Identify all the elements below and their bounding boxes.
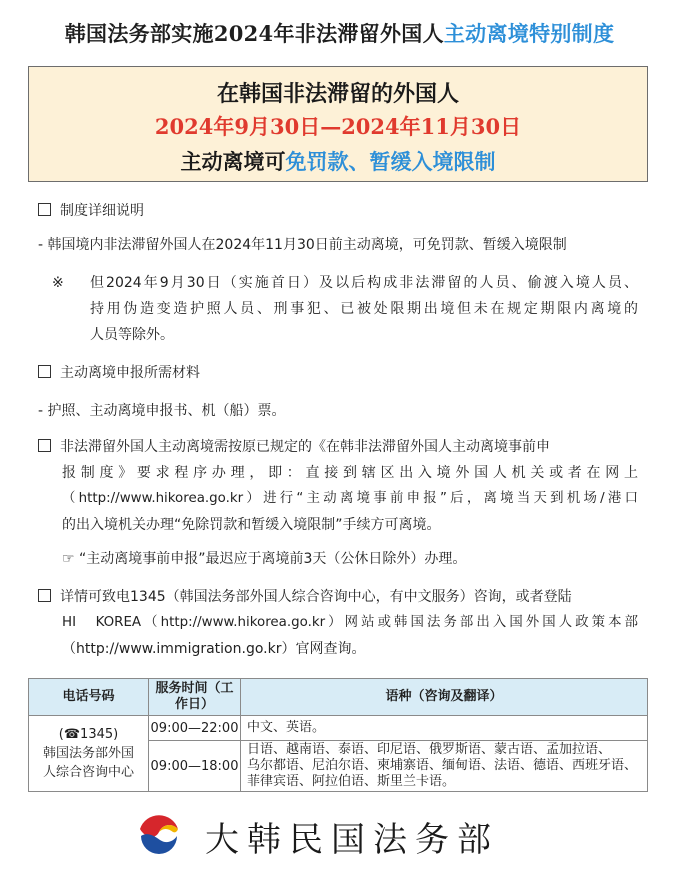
materials-item: - 护照、主动离境申报书、机（船）票。	[38, 403, 286, 419]
banner-line-1: 在韩国非法滞留的外国人	[216, 82, 459, 107]
title-highlight: 主动离境特别制度	[443, 21, 615, 46]
hours-cell: 09:00—18:00	[149, 741, 241, 792]
note-line-1: 但2024年9月30日（实施首日）及以后构成非法滞留的人员、偷渡入境人员、	[90, 275, 638, 291]
announcement-banner	[28, 66, 648, 182]
procedure-line-3: （http://www.hikorea.go.kr）进行“主动离境事前申报”后，离境当天到机场/港口	[62, 491, 638, 506]
procedure-line-2: 报制度》要求程序办理，即：直接到辖区出入境外国人机关或者在网上	[62, 465, 638, 481]
service-table	[28, 678, 648, 792]
note-line-3: 人员等除外。	[90, 327, 174, 343]
contact-line-1: 详情可致电1345（韩国法务部外国人综合咨询中心，有中文服务）咨询，或者登陆	[38, 584, 638, 610]
column-header-phone: 电话号码	[29, 679, 149, 716]
banner-line-3: 主动离境可免罚款、暂缓入境限制	[180, 150, 496, 174]
note-line-2: 持用伪造变造护照人员、刑事犯、已被处限期出境但未在规定期限内离境的	[90, 301, 638, 317]
contact-line-2: HI KOREA（http://www.hikorea.go.kr）网站或韩国法务部出入国外国人政策本部	[62, 615, 638, 630]
page-title: 韩国法务部实施2024年非法滞留外国人主动离境特别制度	[64, 21, 615, 46]
hours-cell: 09:00—22:00	[149, 716, 241, 741]
materials-heading: 主动离境申报所需材料	[38, 360, 200, 386]
ministry-name: 大韩民国法务部	[205, 820, 499, 860]
detail-heading: 制度详细说明	[38, 198, 144, 224]
note-mark: ※	[52, 275, 64, 291]
checkbox-square-icon	[38, 203, 51, 216]
procedure-line-4: 的出入境机关办理“免除罚款和暂缓入境限制”手续方可离境。	[62, 517, 441, 533]
procedure-line-1: 非法滞留外国人主动离境需按原已规定的《在韩非法滞留外国人主动离境事前申	[38, 434, 638, 460]
checkbox-square-icon	[38, 589, 51, 602]
table-header-row	[29, 679, 648, 716]
column-header-hours: 服务时间（工作日）	[149, 679, 241, 716]
contact-line-3: （http://www.immigration.go.kr）官网查询。	[62, 641, 366, 657]
detail-item: - 韩国境内非法滞留外国人在2024年11月30日前主动离境，可免罚款、暂缓入境限制	[38, 237, 567, 253]
checkbox-square-icon	[38, 365, 51, 378]
procedure-note: ☞ “主动离境事前申报”最迟应于离境前3天（公休日除外）办理。	[62, 551, 467, 567]
checkbox-square-icon	[38, 439, 51, 452]
language-cell: 中文、英语。	[241, 716, 648, 741]
phone-cell: (☎1345) 韩国法务部外国 人综合咨询中心	[29, 716, 149, 792]
banner-highlight: 免罚款、暂缓入境限制	[285, 150, 496, 174]
banner-date-range: 2024年9月30日—2024年11月30日	[154, 114, 522, 139]
language-cell: 日语、越南语、泰语、印尼语、俄罗斯语、蒙古语、孟加拉语、 乌尔都语、尼泊尔语、柬埔寨语、缅甸语、法语、德语、西班牙语、 菲律宾语、阿拉伯语、斯里兰卡语。	[241, 741, 648, 792]
table-row	[29, 716, 648, 741]
taegeuk-emblem-icon	[133, 810, 185, 858]
column-header-language: 语种（咨询及翻译）	[241, 679, 648, 716]
